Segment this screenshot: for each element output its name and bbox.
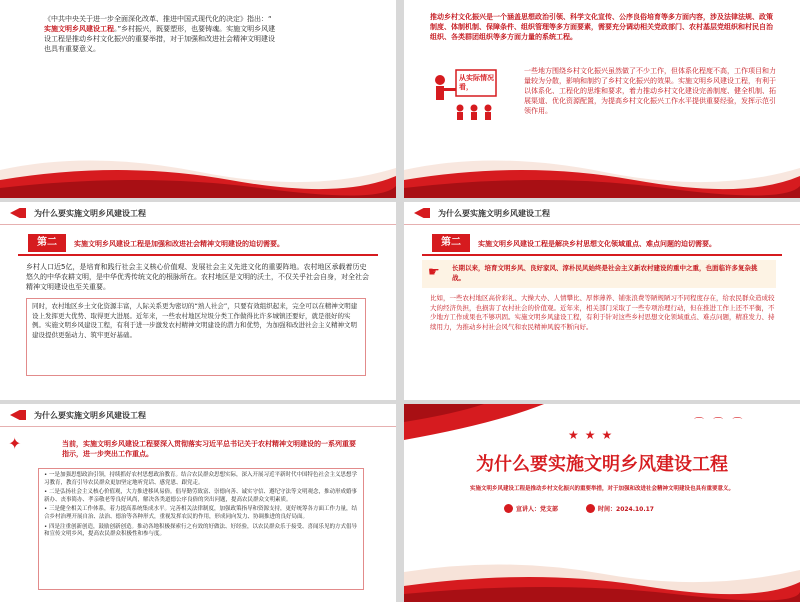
section-number: 第二: [28, 234, 66, 252]
red-wave-decoration: [404, 554, 800, 602]
highlight-box: [422, 260, 776, 288]
slide-4-body: 比如，一些农村地区高价彩礼、大操大办、人情攀比、厚葬薄养、铺张浪费等陋规陋习不同程度存在，给农民群众造成较大的经济负担，也损害了农村社会的价值观。近年来，相关部门采取了一些专项治理行动，但在推进工作上还不平衡，不少地方工作成果也不够巩固。实施文明乡风建设工程，有利于针对这些乡村思想文化领域重点、难点问题，精准发力、持续用力，为推动乡村社会风气和农民精神风貌不断向好。: [430, 294, 775, 331]
list-item: • 二是弘扬社会主义核心价值观，大力推进移风易俗。倡导勤劳致富、崇德向善、诚实守信、遵纪守法等文明观念，推动形成婚事新办、丧事简办、孝亲敬老等良好风尚，解决各类道德公序良俗的突出问题，提高农民群众文明素质。: [44, 489, 358, 503]
list-item-text: 四是注重创新创造，鼓励创新创造。推动各地积极探索行之有效的好做法、好经验，以农民群众乐于接受、喜闻乐见的方式倡导和宣传文明乡风，提高农民群众积极性和参与度。: [44, 523, 358, 538]
speaker-label: 宣讲人：党支部: [516, 506, 559, 513]
list-item: • 三是健全相关工作体系，着力提高系统集成水平。完善相关法律制度，加强政策指导和资源支持，更好统筹各方面工作力量，结合乡村治理开展自治、法治、德治等各种形式，重视发挥农民的作用，形成同向发力、协调推进的良好局面。: [44, 506, 358, 520]
quote-text-3: 设工程是推动乡村文化振兴的重要举措，对于加强和改进社会精神文明建设: [44, 35, 275, 43]
slide-header-title: 为什么要实施文明乡风建设工程: [34, 411, 146, 420]
presenter-sign-text: 从实际情况看，: [459, 74, 494, 91]
quote-text: 《中共中央关于进一步全面深化改革、推进中国式现代化的决定》指出：“: [44, 15, 272, 23]
slide-3-paragraph-1: 乡村人口近5亿，是培育和践行社会主义核心价值观、发展社会主义先进文化的重要阵地。农村地区承载着历史悠久的中华农耕文明，是中华优秀传统文化的根脉所在。农村地区是文明的沃土，不仅关乎社会自身，对全社会精神文明建设也至关重要。: [26, 263, 369, 291]
slide-6-thumbnail[interactable]: [404, 404, 800, 602]
birds-decoration: ⌒ ⌒ ⌒: [694, 418, 746, 429]
slide-header-title: 为什么要实施文明乡风建设工程: [34, 209, 146, 218]
speaker-info: [504, 504, 558, 513]
quote-highlight: 实施文明乡风建设工程: [44, 25, 114, 33]
slide-5-thumbnail[interactable]: [0, 404, 396, 602]
section-subtitle: 实施文明乡风建设工程是加强和改进社会精神文明建设的迫切需要。: [74, 240, 284, 248]
slide-3-thumbnail[interactable]: [0, 202, 396, 400]
slide-header-title: 为什么要实施文明乡风建设工程: [438, 209, 550, 218]
slide-1-quote: [44, 14, 364, 54]
list-item-text: 三是健全相关工作体系，着力提高系统集成水平。完善相关法律制度，加强政策指导和资源支持，更好统筹各方面工作力量，结合乡村治理开展自治、法治、德治等各种形式，重视发挥农民的作用，形成同向发力、协调推进的良好局面。: [44, 506, 358, 520]
stars-decoration: ★★★: [568, 428, 619, 442]
quote-text-4: 也具有重要意义。: [44, 45, 100, 53]
cover-meta: [504, 504, 654, 513]
torch-icon: ✦: [8, 434, 22, 453]
slide-header: [0, 404, 396, 427]
pointing-hand-icon: ☛: [428, 265, 440, 280]
header-arrow-icon: [10, 410, 26, 420]
time-label: 时间：2024.10.17: [598, 506, 654, 513]
section-number: 第二: [432, 234, 470, 252]
slide-1-thumbnail[interactable]: [0, 0, 396, 198]
highlight-text: 长期以来，培育文明乡风、良好家风、淳朴民风始终是社会主义新农村建设的重中之重，也面临许多复杂挑战。: [452, 264, 758, 282]
list-item-text: 一是加强思想政治引领，持续抓好农村思想政治教育。结合农民群众思想实际，深入开展习近平新时代中国特色社会主义思想学习教育，教育引导农民群众更加坚定地听党话、感党恩、跟党走。: [44, 472, 358, 486]
slide-3-paragraph-2: 同时，农村地区乡土文化资源丰富，人际关系更为密切的“熟人社会”，只要有效组织起来，完全可以在精神文明建设上发挥更大优势、取得更大进展。近年来，一些农村地区垃圾分类工作做得比许多城镇还要好，就是很好的实例。实施文明乡风建设工程，有利于进一步激发农村精神文明建设的潜力和优势，为加强和改进社会主义精神文明建设提供更强动力、筑牢更好基础。: [32, 302, 358, 339]
person-icon: [504, 504, 513, 513]
slide-5-banner: [8, 434, 364, 462]
slide-4-thumbnail[interactable]: [404, 202, 800, 400]
red-wave-decoration: [0, 150, 396, 198]
time-info: [586, 504, 654, 513]
slide-2-thumbnail[interactable]: [404, 0, 800, 198]
slide-header: [404, 202, 800, 225]
header-arrow-icon: [414, 208, 430, 218]
slide-2-intro: 推动乡村文化振兴是一个涵盖思想政治引领、科学文化宣传、公序良俗培育等多方面内容，涉及法律法规、政策制度、体制机制、保障条件、组织管理等多方面要素，需要充分调动相关党政部门、农村基层党组织和村民自治组织、各类群团组织等多方面力量的系统工程。: [430, 13, 773, 41]
cover-title: 为什么要实施文明乡风建设工程: [476, 454, 728, 475]
section-heading: [422, 232, 782, 256]
cover-subtitle: 实施文明乡风建设工程是推动乡村文化振兴的重要举措，对于加强和改进社会精神文明建设也具有重要意义。: [469, 486, 734, 492]
red-wave-decoration: [404, 150, 800, 198]
presenter-illustration: [430, 66, 520, 122]
section-heading: [18, 232, 378, 256]
clock-icon: [586, 504, 595, 513]
banner-text: 当前，实施文明乡风建设工程要深入贯彻落实习近平总书记关于农村精神文明建设的一系列重要指示，进一步突出工作重点。: [62, 440, 356, 458]
list-item: • 四是注重创新创造，鼓励创新创造。推动各地积极探索行之有效的好做法、好经验，以农民群众乐于接受、喜闻乐见的方式倡导和宣传文明乡风，提高农民群众积极性和参与度。: [44, 523, 358, 538]
list-item-text: 二是弘扬社会主义核心价值观，大力推进移风易俗。倡导勤劳致富、崇德向善、诚实守信、遵纪守法等文明观念，推动形成婚事新办、丧事简办、孝亲敬老等良好风尚，解决各类道德公序良俗的突出问题，提高农民群众文明素质。: [44, 489, 358, 503]
section-subtitle: 实施文明乡风建设工程是解决乡村思想文化领域重点、难点问题的迫切需要。: [478, 240, 716, 248]
list-item: • 一是加强思想政治引领，持续抓好农村思想政治教育。结合农民群众思想实际，深入开展习近平新时代中国特色社会主义思想学习教育，教育引导农民群众更加坚定地听党话、感党恩、跟党走。: [44, 472, 358, 486]
slide-header: [0, 202, 396, 225]
slide-2-body: 一些地方围绕乡村文化振兴虽然做了不少工作，但体系化程度不高，工作项目和力量较为分散，影响和制约了乡村文化振兴的效果。实施文明乡风建设工程，有利于以体系化、工程化的思维和要求，着力推动乡村文化建设完善制度、健全机制、拓展渠道、优化资源配置，为提高乡村文化振兴工作水平提供重要经验，发挥示范引领作用。: [524, 67, 776, 115]
slide-5-list-box: [38, 468, 364, 590]
header-arrow-icon: [10, 208, 26, 218]
quote-text-2: 。”乡村振兴，既要塑形，也要铸魂。实施文明乡风建: [114, 25, 276, 33]
slide-3-framed-text: [26, 298, 366, 376]
